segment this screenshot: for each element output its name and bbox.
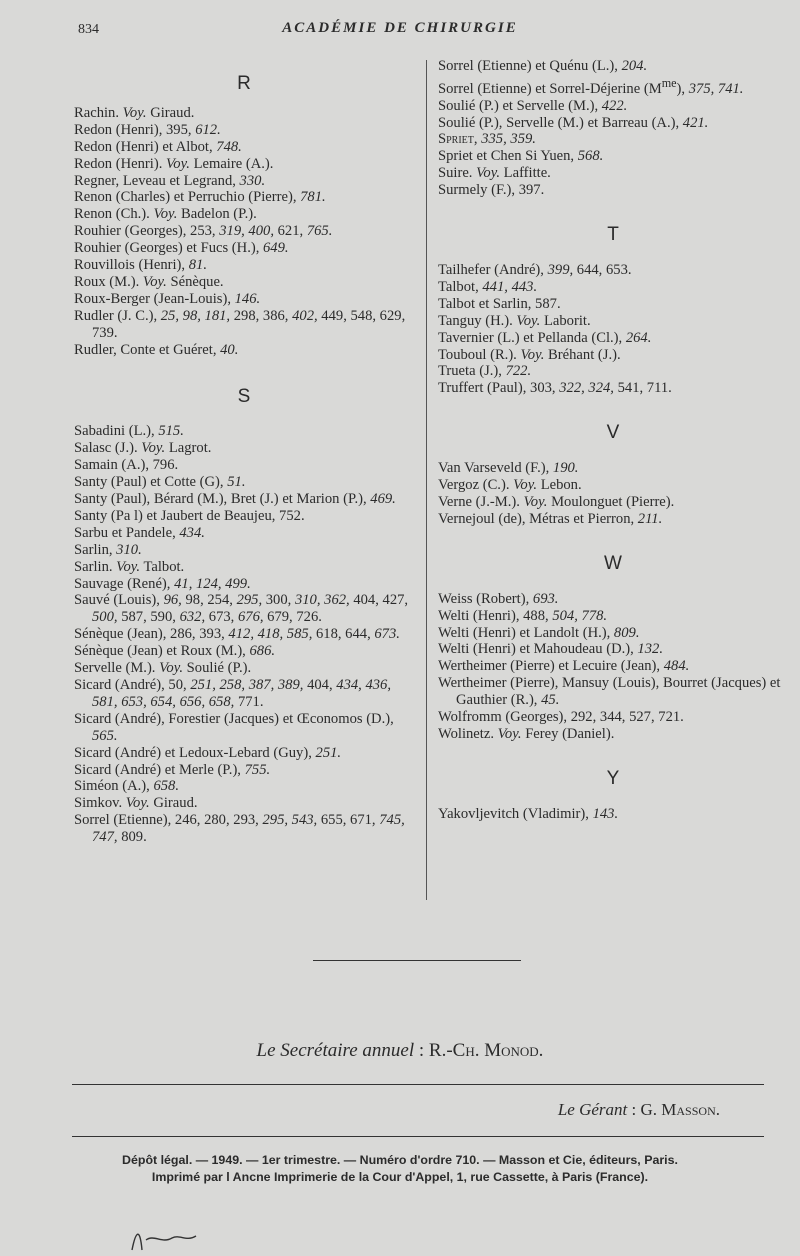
index-entry: Spriet, 335, 359. [438,131,536,148]
index-entry: Tanguy (H.). Voy. Laborit. [438,312,591,329]
index-entry: Tavernier (L.) et Pellanda (Cl.), 264. [438,329,652,346]
index-entry: Wertheimer (Pierre), Mansuy (Louis), Bourret (Jacques) et Gauthier (R.), 45. [438,675,781,709]
index-entry: Roux (M.). Voy. Sénèque. [74,273,224,290]
index-entry: Talbot et Sarlin, 587. [438,295,561,312]
index-letter-heading: W [604,552,622,574]
index-entry: Sorrel (Etienne) et Sorrel-Déjerine $(M^{me})$, 375, 741. [438,75,744,97]
index-entry: Renon (Ch.). Voy. Badelon (P.). [74,206,257,223]
footer-rule-bottom [72,1136,764,1137]
index-entry: Welti (Henri) et Landolt (H.), 809. [438,624,640,641]
index-entry: Sénèque (Jean), 286, 393, 412, 418, 585, 618, 644, 673. [74,626,400,643]
index-entry: Sorrel (Etienne), 246, 280, 293, 295, 543, 655, 671, 745, 747, 809. [74,812,405,846]
index-entry: Siméon (A.), 658. [74,778,179,795]
index-entry: Renon (Charles) et Perruchio (Pierre), 781. [74,189,326,206]
index-letter-heading: T [607,224,619,246]
index-entry: Sicard (André), 50, 251, 258, 387, 389, 404, 434, 436, 581, 653, 654, 656, 658, 771. [74,677,391,710]
index-column-right [438,58,788,823]
index-letter-heading: Y [606,767,620,789]
secretary-name: R.-Ch. Monod. [428,1040,544,1061]
gerant-title: Le Gérant [557,1100,628,1119]
index-entry: Regner, Leveau et Legrand, 330. [74,172,266,189]
index-entry: Rouvillois (Henri), 81. [74,257,207,274]
index-entry: Wolinetz. Voy. Ferey (Daniel). [438,725,615,742]
index-entry: Sénèque (Jean) et Roux (M.), 686. [74,643,276,660]
index-entry: Rudler (J. C.), 25, 98, 181, 298, 386, 402, 449, 548, 629, 739. [74,307,406,341]
index-entry: Verne (J.-M.). Voy. Moulonguet (Pierre). [438,493,675,510]
separator-rule [313,960,521,961]
imprint [0,1152,800,1186]
index-entry: Surmely (F.), 397. [438,182,545,199]
index-entry: Soulié (P.) et Servelle (M.), 422. [438,97,628,114]
handwritten-mark [128,1220,208,1256]
index-entry: Touboul (R.). Voy. Bréhant (J.). [438,346,621,363]
index-column-left [74,58,414,846]
index-entry: Salasc (J.). Voy. Lagrot. [74,440,212,457]
index-letter-heading: S [237,385,251,407]
index-entry: Tailhefer (André), 399, 644, 653. [438,262,632,279]
index-entry: Rouhier (Georges), 253, 319, 400, 621, 765. [74,223,333,240]
index-entry: Santy (Pa l) et Jaubert de Beaujeu, 752. [74,507,305,524]
index-entry: Sarlin. Voy. Talbot. [74,558,185,575]
index-entry: Rouhier (Georges) et Fucs (H.), 649. [74,240,289,257]
index-entry: Santy (Paul), Bérard (M.), Bret (J.) et Marion (P.), 469. [74,491,396,508]
secretary-signature [0,1040,800,1062]
index-entry: Redon (Henri), 395, 612. [74,121,221,138]
imprint-line-1: Dépôt légal. — 1949. — 1er trimestre. — Numéro d'ordre 710. — Masson et Cie, éditeurs, Paris. [122,1153,678,1167]
index-entry: Truffert (Paul), 303, 322, 324, 541, 711. [438,380,672,397]
footer-rule-top [72,1084,764,1085]
index-entry: Weiss (Robert), 693. [438,590,559,607]
index-letter-heading: R [237,73,251,94]
index-entry: Samain (A.), 796. [74,457,179,474]
index-entry: Servelle (M.). Voy. Soulié (P.). [74,660,252,677]
index-entry: Redon (Henri) et Albot, 748. [74,138,242,155]
index-entry: Spriet et Chen Si Yuen, 568. [438,148,604,165]
column-divider [426,60,427,900]
index-entry: Van Varseveld (F.), 190. [438,460,579,477]
page-number: 834 [78,22,99,37]
imprint-line-2: Imprimé par l Ancne Imprimerie de la Cour d'Appel, 1, rue Cassette, à Paris (France). [151,1170,649,1184]
gerant-signature [558,1100,720,1120]
index-entry: Sauvage (René), 41, 124, 499. [74,575,251,592]
index-entry: Trueta (J.), 722. [438,363,532,380]
secretary-separator: : [418,1040,425,1061]
index-entry: Sarbu et Pandele, 434. [74,524,205,541]
index-entry: Yakovljevitch (Vladimir), 143. [438,805,619,822]
index-entry: Roux-Berger (Jean-Louis), 146. [74,290,261,307]
index-entry: Welti (Henri), 488, 504, 778. [438,607,608,624]
index-entry: Sauvé (Louis), 96, 98, 254, 295, 300, 310, 362, 404, 427, 500, 587, 590, 632, 673, 676, 679, 726. [74,592,409,626]
index-entry: Sorrel (Etienne) et Quénu (L.), 204. [438,58,648,74]
index-entry: Wertheimer (Pierre) et Lecuire (Jean), 484. [438,658,690,675]
index-entry: Sicard (André), Forestier (Jacques) et Œconomos (D.), 565. [74,710,394,744]
index-entry: Soulié (P.), Servelle (M.) et Barreau (A.), 421. [438,114,709,131]
index-letter-heading: V [606,422,620,444]
index-entry: Rachin. Voy. Giraud. [74,104,195,121]
index-entry: Rudler, Conte et Guéret, 40. [74,341,239,358]
gerant-separator: : [631,1100,637,1119]
index-entry: Santy (Paul) et Cotte (G), 51. [74,474,246,491]
index-entry: Sabadini (L.), 515. [74,423,184,440]
index-entry: Sicard (André) et Merle (P.), 755. [74,761,271,778]
gerant-name: G. Masson. [640,1100,720,1119]
index-entry: Redon (Henri). Voy. Lemaire (A.). [74,155,274,172]
secretary-title: Le Secrétaire annuel [256,1040,415,1061]
index-entry: Simkov. Voy. Giraud. [74,795,198,812]
index-entry: Suire. Voy. Laffitte. [438,165,551,182]
index-entry: Sicard (André) et Ledoux-Lebard (Guy), 251. [74,744,342,761]
index-entry: Wolfromm (Georges), 292, 344, 527, 721. [438,709,684,726]
index-entry: Talbot, 441, 443. [438,278,538,295]
index-entry: Welti (Henri) et Mahoudeau (D.), 132. [438,641,663,658]
index-entry: Vergoz (C.). Voy. Lebon. [438,477,582,494]
index-entry: Sarlin, 310. [74,541,142,558]
index-entry: Vernejoul (de), Métras et Pierron, 211. [438,510,663,527]
running-head: ACADÉMIE DE CHIRURGIE [282,20,518,36]
